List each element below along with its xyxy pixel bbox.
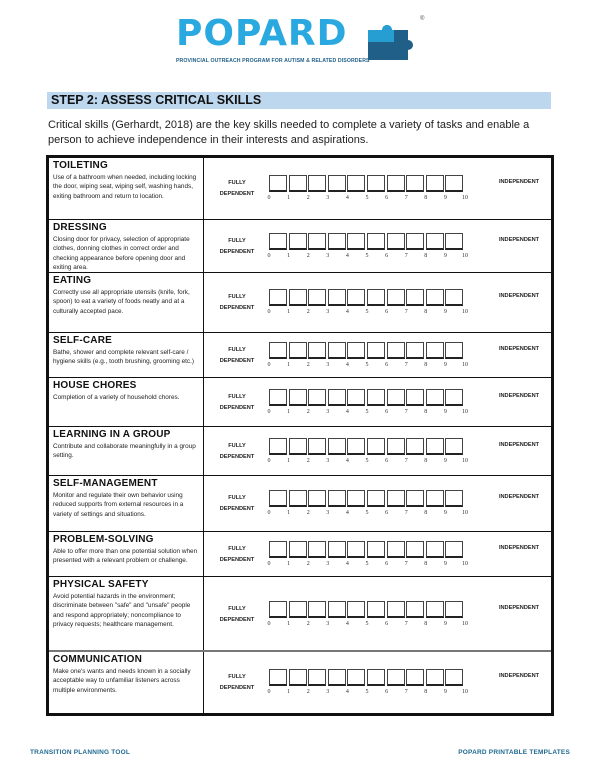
skill-description-cell <box>49 427 204 475</box>
rating-box-1[interactable] <box>289 438 307 455</box>
rating-box-0[interactable] <box>269 541 287 558</box>
skill-description-cell <box>49 220 204 272</box>
scale-tick-label: 2 <box>306 620 310 627</box>
skill-name: TOILETING <box>53 160 108 171</box>
scale-tick-label: 8 <box>424 510 428 516</box>
rating-box-9[interactable] <box>445 389 463 406</box>
rating-box-1[interactable] <box>289 289 307 306</box>
scale-tick-label: 4 <box>345 408 349 415</box>
logo-wordmark: POPARD <box>176 13 348 54</box>
scale-tick-label: 8 <box>424 408 428 415</box>
scale-tick-label: 8 <box>424 309 428 315</box>
step-title: STEP 2: ASSESS CRITICAL SKILLS <box>51 93 262 107</box>
scale-tick-label: 7 <box>404 252 408 259</box>
scale-tick-label: 9 <box>443 408 447 415</box>
rating-box-7[interactable] <box>406 541 424 558</box>
scale-tick-label: 8 <box>424 252 428 259</box>
independent-label: INDEPENDENT <box>498 604 540 611</box>
scale-tick-label: 8 <box>424 560 428 567</box>
scale-tick-label: 3 <box>326 620 330 627</box>
rating-box-8[interactable] <box>426 541 444 558</box>
skill-description: Completion of a variety of household chores. <box>53 394 180 401</box>
rating-box-7[interactable] <box>406 669 424 686</box>
skill-description-cell <box>49 333 204 377</box>
scale-tick-label: 4 <box>345 195 349 201</box>
rating-box-6[interactable] <box>387 289 405 306</box>
fully-dependent-label: FULLY DEPENDENT <box>219 180 255 197</box>
rating-box-7[interactable] <box>406 389 424 406</box>
rating-box-2[interactable] <box>308 175 326 192</box>
scale-tick-label: 6 <box>385 408 389 415</box>
skill-name: LEARNING IN A GROUP <box>53 429 171 440</box>
rating-box-1[interactable] <box>289 601 307 618</box>
scale-tick-label: 10 <box>462 195 468 201</box>
skill-name: PROBLEM-SOLVING <box>53 534 154 545</box>
scale-tick-label: 6 <box>385 688 389 695</box>
rating-box-4[interactable] <box>347 342 365 359</box>
rating-box-2[interactable] <box>308 601 326 618</box>
rating-box-5[interactable] <box>367 490 385 507</box>
skill-row-learning-in-a-group <box>49 427 551 476</box>
scale-tick-label: 0 <box>267 510 271 516</box>
rating-box-9[interactable] <box>445 175 463 192</box>
skill-name: HOUSE CHORES <box>53 380 137 391</box>
fully-dependent-label: FULLY DEPENDENT <box>219 346 255 364</box>
scale-tick-label: 4 <box>345 457 349 464</box>
rating-box-2[interactable] <box>308 541 326 558</box>
rating-box-4[interactable] <box>347 289 365 306</box>
rating-box-3[interactable] <box>328 669 346 686</box>
rating-scale <box>265 389 475 417</box>
rating-scale <box>265 601 475 629</box>
fully-dependent-label: FULLY DEPENDENT <box>219 442 255 460</box>
scale-tick-label: 7 <box>404 620 408 627</box>
scale-tick-label: 0 <box>267 408 271 415</box>
scale-tick-label: 3 <box>326 688 330 695</box>
scale-tick-label: 4 <box>345 252 349 259</box>
skill-row-house-chores <box>49 378 551 427</box>
skill-description: Monitor and regulate their own behavior using reduced supports from external resources in a variety of settings and situations. <box>53 492 184 518</box>
rating-box-1[interactable] <box>289 233 307 250</box>
scale-tick-label: 4 <box>345 688 349 695</box>
skill-description: Make one's wants and needs known in a socially acceptable way to unfamiliar listeners across multiple environments. <box>53 668 191 694</box>
scale-tick-label: 9 <box>443 309 447 315</box>
independent-label: INDEPENDENT <box>498 293 540 299</box>
scale-tick-label: 7 <box>404 195 408 201</box>
rating-scale <box>265 342 475 370</box>
scale-tick-label: 5 <box>365 457 369 464</box>
rating-box-7[interactable] <box>406 601 424 618</box>
skill-description-cell <box>49 273 204 332</box>
scale-tick-label: 9 <box>443 361 447 368</box>
independent-label: INDEPENDENT <box>498 672 540 679</box>
scale-tick-label: 0 <box>267 252 271 259</box>
rating-scale <box>265 541 475 569</box>
rating-scale <box>265 438 475 466</box>
scale-tick-label: 6 <box>385 195 389 201</box>
rating-box-5[interactable] <box>367 601 385 618</box>
fully-dependent-label: FULLY DEPENDENT <box>219 237 255 255</box>
rating-box-2[interactable] <box>308 289 326 306</box>
skill-name: EATING <box>53 275 92 286</box>
rating-box-1[interactable] <box>289 490 307 507</box>
scale-tick-label: 1 <box>287 688 291 695</box>
scale-tick-label: 8 <box>424 620 428 627</box>
fully-dependent-label: FULLY DEPENDENT <box>219 605 255 623</box>
scale-tick-label: 3 <box>326 408 330 415</box>
skill-description-cell <box>49 158 204 219</box>
rating-box-9[interactable] <box>445 601 463 618</box>
scale-tick-label: 8 <box>424 361 428 368</box>
skills-table <box>46 155 554 716</box>
rating-box-9[interactable] <box>445 669 463 686</box>
scale-tick-label: 10 <box>462 560 468 567</box>
fully-dependent-label: FULLY DEPENDENT <box>219 495 255 512</box>
scale-tick-label: 6 <box>385 510 389 516</box>
scale-tick-label: 2 <box>306 361 310 368</box>
independent-label: INDEPENDENT <box>498 544 540 551</box>
scale-tick-label: 0 <box>267 688 271 695</box>
rating-box-2[interactable] <box>308 490 326 507</box>
rating-box-7[interactable] <box>406 289 424 306</box>
rating-box-7[interactable] <box>406 233 424 250</box>
rating-box-3[interactable] <box>328 490 346 507</box>
rating-box-8[interactable] <box>426 233 444 250</box>
rating-box-4[interactable] <box>347 233 365 250</box>
scale-tick-label: 6 <box>385 361 389 368</box>
scale-tick-label: 1 <box>287 408 291 415</box>
skill-row-toileting <box>49 158 551 220</box>
rating-box-4[interactable] <box>347 601 365 618</box>
scale-tick-label: 6 <box>385 620 389 627</box>
scale-tick-label: 2 <box>306 560 310 567</box>
scale-tick-label: 0 <box>267 620 271 627</box>
rating-box-9[interactable] <box>445 490 463 507</box>
rating-scale <box>265 175 475 203</box>
rating-box-6[interactable] <box>387 389 405 406</box>
scale-tick-label: 2 <box>306 457 310 464</box>
rating-box-0[interactable] <box>269 175 287 192</box>
scale-tick-label: 0 <box>267 195 271 201</box>
scale-tick-label: 5 <box>365 252 369 259</box>
rating-box-3[interactable] <box>328 389 346 406</box>
rating-box-8[interactable] <box>426 490 444 507</box>
rating-box-8[interactable] <box>426 438 444 455</box>
rating-box-1[interactable] <box>289 541 307 558</box>
scale-tick-label: 5 <box>365 361 369 368</box>
scale-tick-label: 6 <box>385 560 389 567</box>
scale-tick-label: 4 <box>345 361 349 368</box>
fully-dependent-label: FULLY DEPENDENT <box>219 294 255 311</box>
rating-box-0[interactable] <box>269 233 287 250</box>
scale-tick-label: 1 <box>287 457 291 464</box>
rating-box-7[interactable] <box>406 490 424 507</box>
scale-tick-label: 1 <box>287 620 291 627</box>
footer-right: POPARD PRINTABLE TEMPLATES <box>458 749 570 756</box>
scale-tick-label: 8 <box>424 195 428 201</box>
rating-box-3[interactable] <box>328 438 346 455</box>
skill-row-self-care <box>49 333 551 378</box>
scale-tick-label: 4 <box>345 560 349 567</box>
registered-mark: ® <box>420 16 425 22</box>
fully-dependent-label: FULLY DEPENDENT <box>219 545 255 563</box>
rating-box-6[interactable] <box>387 342 405 359</box>
skill-description-cell <box>49 476 204 531</box>
scale-tick-label: 2 <box>306 252 310 259</box>
rating-box-7[interactable] <box>406 175 424 192</box>
footer-left: TRANSITION PLANNING TOOL <box>30 749 131 756</box>
rating-box-5[interactable] <box>367 541 385 558</box>
skill-description: Closing door for privacy, selection of appropriate clothes, donning clothes in correct order and checking appearance before opening door and exiting area. <box>53 236 190 271</box>
scale-tick-label: 10 <box>462 688 468 695</box>
skill-description: Correctly use all appropriate utensils (knife, fork, spoon) to eat a variety of foods neatly and at a culturally accepted pace. <box>53 289 190 315</box>
scale-tick-label: 9 <box>443 510 447 516</box>
scale-tick-label: 6 <box>385 457 389 464</box>
scale-tick-label: 4 <box>345 620 349 627</box>
rating-box-0[interactable] <box>269 438 287 455</box>
scale-tick-label: 5 <box>365 688 369 695</box>
skill-row-communication <box>49 652 551 713</box>
rating-box-6[interactable] <box>387 233 405 250</box>
rating-box-7[interactable] <box>406 342 424 359</box>
scale-tick-label: 10 <box>462 510 468 516</box>
rating-box-5[interactable] <box>367 389 385 406</box>
fully-dependent-label: FULLY DEPENDENT <box>219 393 255 411</box>
skill-name: PHYSICAL SAFETY <box>53 579 149 590</box>
rating-box-4[interactable] <box>347 541 365 558</box>
scale-tick-label: 2 <box>306 195 310 201</box>
scale-tick-label: 3 <box>326 457 330 464</box>
scale-tick-label: 7 <box>404 688 408 695</box>
rating-box-5[interactable] <box>367 342 385 359</box>
scale-tick-label: 3 <box>326 361 330 368</box>
rating-box-6[interactable] <box>387 438 405 455</box>
scale-tick-label: 10 <box>462 252 468 259</box>
scale-tick-label: 9 <box>443 560 447 567</box>
rating-box-6[interactable] <box>387 490 405 507</box>
rating-box-6[interactable] <box>387 669 405 686</box>
rating-box-8[interactable] <box>426 289 444 306</box>
skill-description-cell <box>49 378 204 426</box>
scale-tick-label: 2 <box>306 408 310 415</box>
rating-box-0[interactable] <box>269 669 287 686</box>
scale-tick-label: 10 <box>462 361 468 368</box>
skill-description-cell <box>49 577 204 650</box>
rating-box-5[interactable] <box>367 175 385 192</box>
rating-box-1[interactable] <box>289 389 307 406</box>
scale-tick-label: 0 <box>267 361 271 368</box>
skill-row-self-management <box>49 476 551 532</box>
rating-box-4[interactable] <box>347 175 365 192</box>
scale-tick-label: 5 <box>365 620 369 627</box>
skill-description: Able to offer more than one potential solution when presented with a relevant problem or challenge. <box>53 548 198 565</box>
rating-box-5[interactable] <box>367 233 385 250</box>
scale-tick-label: 5 <box>365 195 369 201</box>
popard-logo <box>176 14 426 72</box>
scale-tick-label: 3 <box>326 309 330 315</box>
rating-box-6[interactable] <box>387 541 405 558</box>
scale-tick-label: 9 <box>443 457 447 464</box>
scale-tick-label: 10 <box>462 309 468 315</box>
rating-scale <box>265 233 475 261</box>
scale-tick-label: 10 <box>462 620 468 627</box>
rating-box-4[interactable] <box>347 438 365 455</box>
scale-tick-label: 2 <box>306 688 310 695</box>
skill-name: SELF-CARE <box>53 335 113 346</box>
skill-description: Bathe, shower and complete relevant self-care / hygiene skills (e.g., tooth brushing, grooming etc.) <box>53 349 195 366</box>
scale-tick-label: 7 <box>404 361 408 368</box>
rating-box-2[interactable] <box>308 389 326 406</box>
rating-box-0[interactable] <box>269 289 287 306</box>
skill-row-dressing <box>49 220 551 273</box>
puzzle-piece-icon <box>364 22 420 64</box>
rating-box-2[interactable] <box>308 233 326 250</box>
rating-box-2[interactable] <box>308 669 326 686</box>
rating-scale <box>265 289 475 317</box>
rating-box-4[interactable] <box>347 669 365 686</box>
rating-box-0[interactable] <box>269 342 287 359</box>
independent-label: INDEPENDENT <box>498 179 540 185</box>
scale-tick-label: 0 <box>267 457 271 464</box>
rating-box-0[interactable] <box>269 490 287 507</box>
scale-tick-label: 10 <box>462 408 468 415</box>
rating-box-8[interactable] <box>426 342 444 359</box>
rating-box-3[interactable] <box>328 601 346 618</box>
rating-box-5[interactable] <box>367 438 385 455</box>
rating-box-8[interactable] <box>426 389 444 406</box>
scale-tick-label: 1 <box>287 361 291 368</box>
independent-label: INDEPENDENT <box>498 392 540 399</box>
rating-box-7[interactable] <box>406 438 424 455</box>
scale-tick-label: 5 <box>365 309 369 315</box>
step-header <box>47 92 551 109</box>
rating-box-2[interactable] <box>308 342 326 359</box>
independent-label: INDEPENDENT <box>498 345 540 352</box>
rating-box-9[interactable] <box>445 438 463 455</box>
rating-box-4[interactable] <box>347 389 365 406</box>
scale-tick-label: 2 <box>306 309 310 315</box>
rating-box-0[interactable] <box>269 389 287 406</box>
rating-box-1[interactable] <box>289 342 307 359</box>
logo-tagline: PROVINCIAL OUTREACH PROGRAM FOR AUTISM & RELATED DISORDERS <box>176 58 370 64</box>
skill-row-eating <box>49 273 551 333</box>
rating-box-6[interactable] <box>387 601 405 618</box>
skill-description: Contribute and collaborate meaningfully in a group setting. <box>53 443 196 460</box>
scale-tick-label: 3 <box>326 560 330 567</box>
independent-label: INDEPENDENT <box>498 441 540 448</box>
skill-name: COMMUNICATION <box>53 654 143 665</box>
rating-box-9[interactable] <box>445 233 463 250</box>
rating-box-3[interactable] <box>328 342 346 359</box>
scale-tick-label: 6 <box>385 252 389 259</box>
scale-tick-label: 9 <box>443 688 447 695</box>
scale-tick-label: 8 <box>424 688 428 695</box>
scale-tick-label: 0 <box>267 560 271 567</box>
rating-scale <box>265 490 475 518</box>
scale-tick-label: 4 <box>345 510 349 516</box>
scale-tick-label: 1 <box>287 510 291 516</box>
scale-tick-label: 2 <box>306 510 310 516</box>
scale-tick-label: 7 <box>404 309 408 315</box>
skill-description-cell <box>49 532 204 576</box>
rating-box-3[interactable] <box>328 541 346 558</box>
scale-tick-label: 1 <box>287 309 291 315</box>
scale-tick-label: 10 <box>462 457 468 464</box>
scale-tick-label: 9 <box>443 620 447 627</box>
rating-box-8[interactable] <box>426 175 444 192</box>
skill-row-problem-solving <box>49 532 551 577</box>
scale-tick-label: 3 <box>326 195 330 201</box>
scale-tick-label: 3 <box>326 252 330 259</box>
rating-box-2[interactable] <box>308 438 326 455</box>
rating-box-6[interactable] <box>387 175 405 192</box>
scale-tick-label: 6 <box>385 309 389 315</box>
rating-box-1[interactable] <box>289 669 307 686</box>
scale-tick-label: 5 <box>365 510 369 516</box>
rating-box-8[interactable] <box>426 601 444 618</box>
intro-paragraph: Critical skills (Gerhardt, 2018) are the key skills needed to complete a variety of tasks and enable a person to achieve independence in their interests and aspirations. <box>48 119 530 146</box>
skill-row-physical-safety <box>49 577 551 652</box>
scale-tick-label: 9 <box>443 252 447 259</box>
scale-tick-label: 7 <box>404 560 408 567</box>
rating-box-1[interactable] <box>289 175 307 192</box>
scale-tick-label: 5 <box>365 560 369 567</box>
rating-box-3[interactable] <box>328 289 346 306</box>
skill-description: Avoid potential hazards in the environment; discriminate between "safe" and "unsafe" people and respond appropriately; noncompliance to privacy requests; healthcare management. <box>53 593 191 628</box>
skill-description: Use of a bathroom when needed, including locking the door, wiping seat, wiping self, washing hands, exiting bathroom and return to location. <box>53 174 197 200</box>
scale-tick-label: 4 <box>345 309 349 315</box>
scale-tick-label: 3 <box>326 510 330 516</box>
fully-dependent-label: FULLY DEPENDENT <box>219 673 255 691</box>
skill-description-cell <box>49 652 204 713</box>
rating-box-9[interactable] <box>445 289 463 306</box>
scale-tick-label: 7 <box>404 510 408 516</box>
skill-name: SELF-MANAGEMENT <box>53 478 158 489</box>
rating-box-3[interactable] <box>328 233 346 250</box>
rating-box-5[interactable] <box>367 669 385 686</box>
scale-tick-label: 8 <box>424 457 428 464</box>
scale-tick-label: 0 <box>267 309 271 315</box>
rating-scale <box>265 669 475 697</box>
rating-box-5[interactable] <box>367 289 385 306</box>
rating-box-4[interactable] <box>347 490 365 507</box>
rating-box-0[interactable] <box>269 601 287 618</box>
scale-tick-label: 7 <box>404 408 408 415</box>
rating-box-9[interactable] <box>445 342 463 359</box>
scale-tick-label: 1 <box>287 195 291 201</box>
rating-box-3[interactable] <box>328 175 346 192</box>
rating-box-8[interactable] <box>426 669 444 686</box>
independent-label: INDEPENDENT <box>498 236 540 243</box>
scale-tick-label: 7 <box>404 457 408 464</box>
scale-tick-label: 1 <box>287 560 291 567</box>
scale-tick-label: 9 <box>443 195 447 201</box>
skill-name: DRESSING <box>53 222 107 233</box>
scale-tick-label: 1 <box>287 252 291 259</box>
scale-tick-label: 5 <box>365 408 369 415</box>
rating-box-9[interactable] <box>445 541 463 558</box>
independent-label: INDEPENDENT <box>498 494 540 500</box>
